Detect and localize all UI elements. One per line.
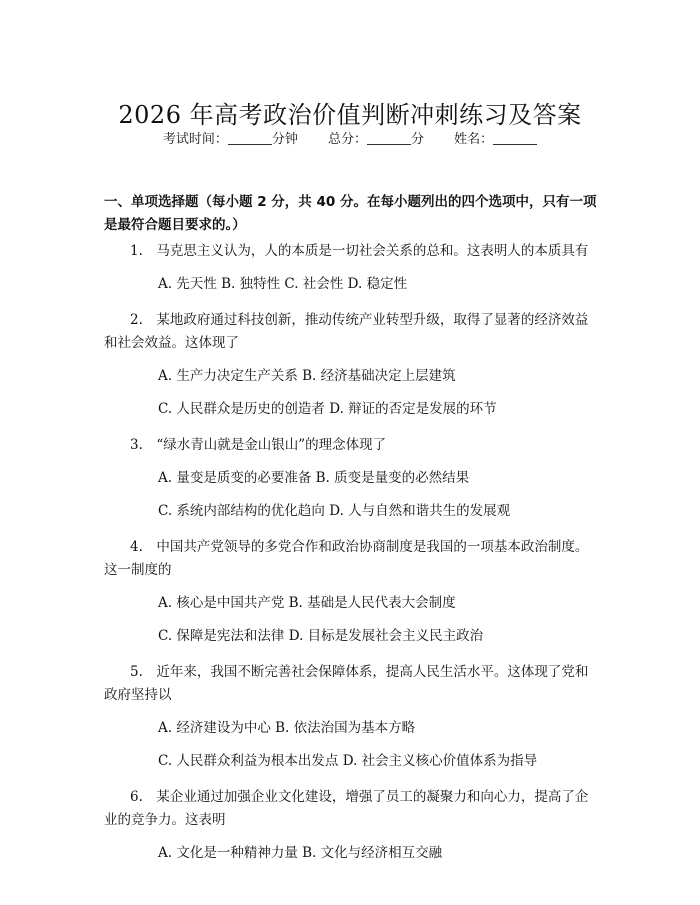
question-options: A. 量变是质变的必要准备 B. 质变是量变的必然结果 [158,470,470,486]
exam-time-field [163,130,298,150]
question-options: C. 保障是宪法和法律 D. 目标是发展社会主义民主政治 [158,628,484,644]
question-stem: 3. “绿水青山就是金山银山”的理念体现了 [130,437,387,453]
question-options: A. 生产力决定生产关系 B. 经济基础决定上层建筑 [158,368,456,384]
total-score-blank [367,130,411,145]
exam-time-unit: 分钟 [271,132,298,147]
student-name-blank [493,130,537,145]
exam-time-blank [228,130,272,145]
question-options: A. 经济建设为中心 B. 依法治国为基本方略 [158,720,416,736]
section-heading: 一、单项选择题（每小题 2 分，共 40 分。在每小题列出的四个选项中，只有一项是最符合题目要求的。） [104,194,597,233]
exam-time-label: 考试时间： [162,132,228,147]
total-score-unit: 分 [411,132,425,147]
question-stem: 1. 马克思主义认为，人的本质是一切社会关系的总和。这表明人的本质具有 [130,243,589,259]
student-name-field [454,130,537,150]
question-list [104,240,598,865]
question-options: A. 先天性 B. 独特性 C. 社会性 D. 稳定性 [158,276,408,292]
question-stem: 4. 中国共产党领导的多党合作和政治协商制度是我国的一项基本政治制度。这一制度的 [104,539,589,578]
student-name-label: 姓名： [454,132,494,147]
question-options: C. 系统内部结构的优化趋向 D. 人与自然和谐共生的发展观 [158,503,511,519]
question-stem: 5. 近年来，我国不断完善社会保障体系，提高人民生活水平。这体现了党和政府坚持以 [104,664,589,703]
total-score-field [328,130,424,150]
question-stem: 6. 某企业通过加强企业文化建设，增强了员工的凝聚力和向心力，提高了企业的竞争力。这表明 [104,789,589,828]
page-title: 2026 年高考政治价值判断冲刺练习及答案 [118,101,582,130]
question-options: C. 人民群众利益为根本出发点 D. 社会主义核心价值体系为指导 [158,753,538,769]
question-options: C. 人民群众是历史的创造者 D. 辩证的否定是发展的环节 [158,401,497,417]
total-score-label: 总分： [327,132,367,147]
question-stem: 2. 某地政府通过科技创新，推动传统产业转型升级，取得了显著的经济效益和社会效益。这体现了 [104,312,589,351]
question-options: A. 核心是中国共产党 B. 基础是人民代表大会制度 [158,595,456,611]
question-options: A. 文化是一种精神力量 B. 文化与经济相互交融 [158,845,443,861]
exam-info-line [0,130,700,150]
